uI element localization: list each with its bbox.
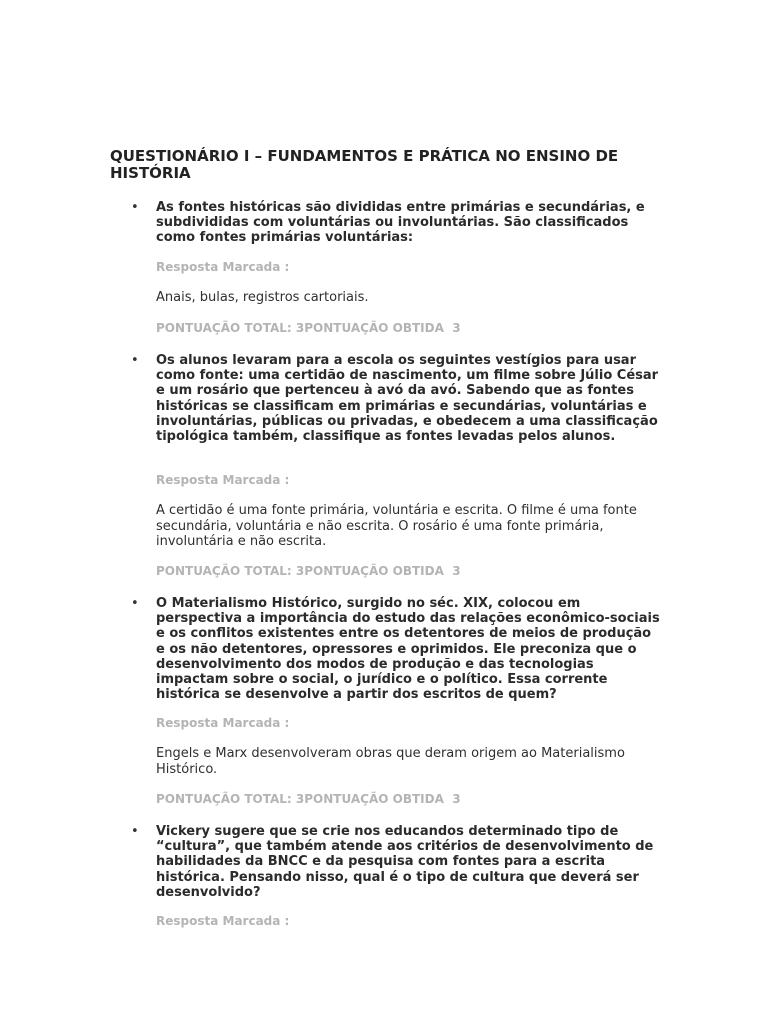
question-text: O Materialismo Histórico, surgido no séc. XIX, colocou em perspectiva a importância do estudo das relações econômico-sociais e os conflitos existentes entre os detentores de meios de produção e os não detentores, opressores e oprimidos. Ele preconiza que o desenvolvimento dos modos de produção e das tecnologias impactam sobre o social, o jurídico e o político. Essa corrente histórica se desenvolve a partir dos escritos de quem? bbox=[156, 596, 660, 703]
response-label: Resposta Marcada : bbox=[156, 716, 290, 730]
answer-text: A certidão é uma fonte primária, voluntária e escrita. O filme é uma fonte secundária, voluntária e não escrita. O rosário é uma fonte primária, involuntária e não escrita. bbox=[156, 503, 637, 549]
bullet-icon: • bbox=[131, 353, 139, 368]
answer-text: Engels e Marx desenvolveram obras que deram origem ao Materialismo Histórico. bbox=[156, 746, 625, 777]
response-label: Resposta Marcada : bbox=[156, 914, 290, 928]
bullet-icon: • bbox=[131, 596, 139, 611]
bullet-icon: • bbox=[131, 200, 139, 215]
response-label: Resposta Marcada : bbox=[156, 260, 290, 274]
question-text: Os alunos levaram para a escola os seguintes vestígios para usar como fonte: uma certidão de nascimento, um filme sobre Júlio César e um rosário que pertenceu à avó da avó. Sabendo que as fontes históricas se classificam em primárias e secundárias, voluntárias e involuntárias, públicas ou privadas, e obedecem a uma classificação tipológica também, classifique as fontes levadas pelos alunos. bbox=[156, 353, 659, 445]
page-title: QUESTIONÁRIO I – FUNDAMENTOS E PRÁTICA NO ENSINO DE HISTÓRIA bbox=[110, 147, 619, 182]
score-line: PONTUAÇÃO TOTAL: 3PONTUAÇÃO OBTIDA 3 bbox=[156, 321, 461, 335]
question-text: Vickery sugere que se crie nos educandos determinado tipo de “cultura”, que também atende aos critérios de desenvolvimento de habilidades da BNCC e da pesquisa com fontes para a escrita histórica. Pensando nisso, qual é o tipo de cultura que deverá ser desenvolvido? bbox=[156, 824, 654, 900]
score-line: PONTUAÇÃO TOTAL: 3PONTUAÇÃO OBTIDA 3 bbox=[156, 792, 461, 806]
score-line: PONTUAÇÃO TOTAL: 3PONTUAÇÃO OBTIDA 3 bbox=[156, 564, 461, 578]
bullet-icon: • bbox=[131, 824, 139, 839]
response-label: Resposta Marcada : bbox=[156, 473, 290, 487]
answer-text: Anais, bulas, registros cartoriais. bbox=[156, 290, 369, 305]
question-text: As fontes históricas são divididas entre primárias e secundárias, e subdivididas com voluntárias ou involuntárias. São classificados como fontes primárias voluntárias: bbox=[156, 200, 645, 246]
